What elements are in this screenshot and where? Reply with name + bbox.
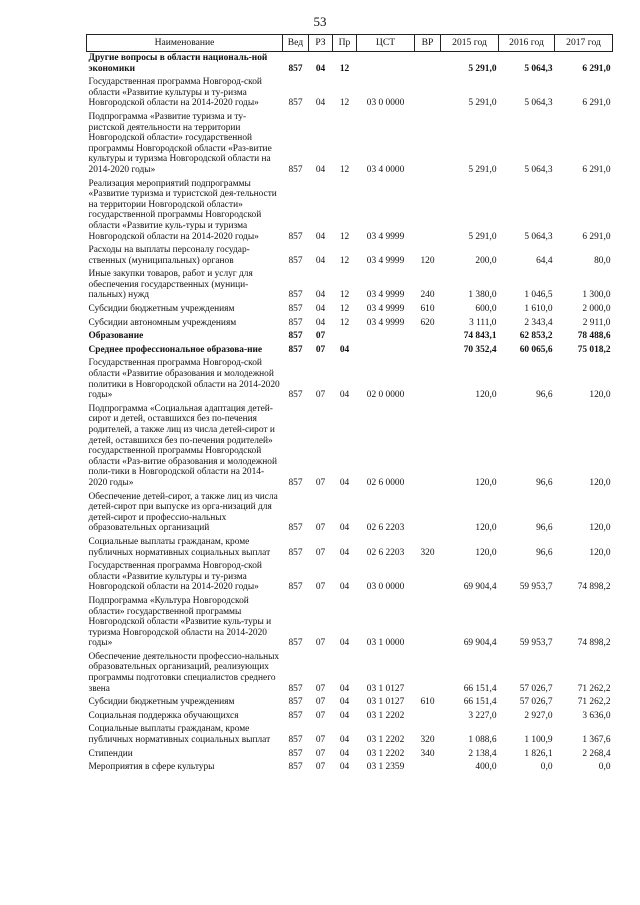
cell-y2017: 71 262,2 <box>577 683 611 694</box>
cell-cst: 03 4 9999 <box>366 255 405 266</box>
cell-name: Среднее профессиональное образова-ние <box>88 344 263 355</box>
cell-y2017: 0,0 <box>598 762 611 773</box>
cell-name: Субсидии бюджетным учреждениям <box>88 697 235 708</box>
cell-rz: 07 <box>315 390 326 401</box>
cell-rz: 07 <box>315 582 326 593</box>
cell-y2017: 2 268,4 <box>582 748 611 759</box>
cell-name: Подпрограмма «Развитие туризма и ту-ристской деятельности на территории Новгородской области» государственной программы Новгородской области «Раз-витие культуры и туризма Новгородской области на 2014-2020 годы» <box>88 111 272 175</box>
cell-vr: 120 <box>420 255 435 266</box>
cell-pr: 12 <box>339 304 350 315</box>
cell-y2017: 120,0 <box>589 523 611 534</box>
cell-y2016: 62 853,2 <box>519 331 553 342</box>
cell-y2015: 120,0 <box>475 477 497 488</box>
cell-pr: 04 <box>339 683 350 694</box>
cell-cst: 03 4 0000 <box>366 164 405 175</box>
cell-cst: 03 4 9999 <box>366 317 405 328</box>
cell-vr <box>415 76 441 111</box>
cell-y2015: 5 291,0 <box>468 231 497 242</box>
cell-rz: 07 <box>315 710 326 721</box>
header-2016: 2016 год <box>499 35 555 52</box>
table-row <box>87 52 613 77</box>
cell-rz: 07 <box>315 477 326 488</box>
cell-ved: 857 <box>288 304 303 315</box>
cell-pr: 12 <box>339 231 350 242</box>
cell-vr <box>415 357 441 402</box>
table-row <box>87 178 613 245</box>
cell-ved: 857 <box>288 523 303 534</box>
cell-name: Расходы на выплаты персоналу государ-ственных (муниципальных) органов <box>88 245 250 266</box>
cell-ved: 857 <box>288 638 303 649</box>
budget-table <box>86 34 613 775</box>
table-row <box>87 344 613 358</box>
cell-vr <box>415 595 441 651</box>
cell-rz: 04 <box>315 255 326 266</box>
cell-y2017: 120,0 <box>589 547 611 558</box>
cell-y2017: 78 488,6 <box>577 331 611 342</box>
cell-y2016: 5 064,3 <box>524 98 553 109</box>
cell-y2016: 2 343,4 <box>524 317 553 328</box>
cell-y2015: 2 138,4 <box>468 748 497 759</box>
cell-name: Мероприятия в сфере культуры <box>88 762 215 773</box>
cell-y2017: 75 018,2 <box>577 344 611 355</box>
cell-vr <box>415 330 441 344</box>
table-row <box>87 357 613 402</box>
table-row <box>87 491 613 536</box>
cell-y2017: 74 898,2 <box>577 582 611 593</box>
cell-y2015: 69 904,4 <box>463 638 497 649</box>
table-row <box>87 651 613 696</box>
cell-rz: 07 <box>315 638 326 649</box>
cell-ved: 857 <box>288 390 303 401</box>
cell-vr: 320 <box>420 547 435 558</box>
cell-rz: 04 <box>315 304 326 315</box>
cell-vr <box>415 344 441 358</box>
cell-pr: 04 <box>339 547 350 558</box>
cell-name: Иные закупки товаров, работ и услуг для обеспечения государственных (муници-пальных) нужд <box>88 269 253 301</box>
cell-y2016: 96,6 <box>536 523 553 534</box>
table-row <box>87 748 613 762</box>
cell-y2017: 3 636,0 <box>582 710 611 721</box>
cell-ved: 857 <box>288 683 303 694</box>
cell-cst <box>357 344 415 358</box>
cell-name: Государственная программа Новгород-ской области «Развитие образования и молодежной политики в Новгородской области на 2014-2020 годы» <box>88 358 280 401</box>
cell-pr: 12 <box>339 255 350 266</box>
cell-y2016: 57 026,7 <box>519 683 553 694</box>
cell-rz: 07 <box>315 735 326 746</box>
cell-vr <box>415 491 441 536</box>
cell-rz: 07 <box>315 344 326 355</box>
table-row <box>87 723 613 747</box>
cell-rz: 07 <box>315 762 326 773</box>
cell-y2015: 66 151,4 <box>463 683 497 694</box>
cell-name: Обеспечение детей-сирот, а также лиц из числа детей-сирот при выпуске из орга-низаций для детей-сирот и профессио-нальных образовательных организаций <box>88 491 278 534</box>
header-name: Наименование <box>87 35 283 52</box>
cell-y2017: 80,0 <box>594 255 611 266</box>
header-2017: 2017 год <box>555 35 613 52</box>
cell-cst <box>357 52 415 77</box>
table-row <box>87 244 613 268</box>
cell-y2016: 96,6 <box>536 477 553 488</box>
cell-cst: 03 1 0127 <box>366 697 405 708</box>
cell-y2017: 74 898,2 <box>577 638 611 649</box>
cell-name: Подпрограмма «Социальная адаптация детей-сирот и детей, оставшихся без по-печения родителей, а также лиц из числа детей-сирот и детей, оставшихся без по-печения родителей» государственной программы Новгородской области «Раз-витие образования и молодежной поли-тики в Новгородской области на 2014-2020 годы» <box>88 403 278 488</box>
header-rz: РЗ <box>309 35 333 52</box>
cell-cst: 03 4 9999 <box>366 304 405 315</box>
cell-name: Образование <box>88 331 144 342</box>
cell-y2016: 1 100,9 <box>524 735 553 746</box>
cell-vr: 610 <box>420 304 435 315</box>
cell-ved: 857 <box>288 317 303 328</box>
cell-ved: 857 <box>288 748 303 759</box>
cell-rz: 04 <box>315 164 326 175</box>
cell-name: Социальная поддержка обучающихся <box>88 710 239 721</box>
cell-y2015: 70 352,4 <box>463 344 497 355</box>
cell-y2016: 96,6 <box>536 390 553 401</box>
header-cst: ЦСТ <box>357 35 415 52</box>
cell-rz: 07 <box>315 697 326 708</box>
cell-vr: 340 <box>420 748 435 759</box>
cell-y2017: 6 291,0 <box>582 231 611 242</box>
header-pr: Пр <box>333 35 357 52</box>
cell-pr: 04 <box>339 710 350 721</box>
cell-ved: 857 <box>288 98 303 109</box>
cell-name: Социальные выплаты гражданам, кроме публичных нормативных социальных выплат <box>88 536 271 558</box>
cell-rz: 04 <box>315 98 326 109</box>
cell-vr <box>415 52 441 77</box>
cell-cst: 03 0 0000 <box>366 582 405 593</box>
cell-pr: 12 <box>339 98 350 109</box>
cell-cst: 03 4 9999 <box>366 231 405 242</box>
cell-pr: 04 <box>339 762 350 773</box>
cell-y2016: 64,4 <box>536 255 553 266</box>
cell-vr <box>415 560 441 595</box>
table-row <box>87 536 613 560</box>
cell-rz: 04 <box>315 290 326 301</box>
table-body <box>87 52 613 775</box>
table-row <box>87 595 613 651</box>
cell-cst: 03 1 0127 <box>366 683 405 694</box>
cell-y2015: 120,0 <box>475 523 497 534</box>
cell-name: Другие вопросы в области националь-ной экономики <box>87 52 283 77</box>
cell-y2016: 5 064,3 <box>499 52 555 77</box>
cell-y2015: 600,0 <box>475 304 497 315</box>
cell-pr: 12 <box>339 290 350 301</box>
cell-rz: 04 <box>309 52 333 77</box>
table-header-row <box>87 35 613 52</box>
cell-vr <box>415 178 441 245</box>
cell-ved: 857 <box>288 762 303 773</box>
cell-rz: 07 <box>315 523 326 534</box>
cell-vr: 620 <box>420 317 435 328</box>
cell-y2015: 66 151,4 <box>463 697 497 708</box>
header-vr: ВР <box>415 35 441 52</box>
cell-vr <box>415 111 441 178</box>
cell-ved: 857 <box>288 735 303 746</box>
cell-pr: 12 <box>339 317 350 328</box>
cell-pr: 12 <box>339 164 350 175</box>
cell-y2017: 1 300,0 <box>582 290 611 301</box>
cell-y2017: 2 000,0 <box>582 304 611 315</box>
cell-rz: 07 <box>315 547 326 558</box>
cell-cst: 03 1 2202 <box>366 735 405 746</box>
cell-name: Стипендии <box>88 748 133 759</box>
table-row <box>87 268 613 303</box>
cell-y2017: 6 291,0 <box>555 52 613 77</box>
table-row <box>87 761 613 775</box>
cell-name: Субсидии автономным учреждениям <box>88 317 237 328</box>
cell-ved: 857 <box>288 255 303 266</box>
cell-name: Реализация мероприятий подпрограммы «Развитие туризма и туристской дея-тельности на территории Новгородской области» государственной программы Новгородской области «Развитие куль-туры и туризма Новгородской области на 2014-2020 годы» <box>88 178 277 242</box>
cell-y2016: 59 953,7 <box>519 582 553 593</box>
table-row <box>87 303 613 317</box>
table-row <box>87 696 613 710</box>
cell-y2017: 71 262,2 <box>577 697 611 708</box>
cell-vr <box>415 710 441 724</box>
cell-y2016: 96,6 <box>536 547 553 558</box>
cell-name: Обеспечение деятельности профессио-нальных образовательных организаций, реализующих программы подготовки специалистов среднего звена <box>88 651 280 694</box>
cell-ved: 857 <box>283 52 309 77</box>
cell-name: Социальные выплаты гражданам, кроме публичных нормативных социальных выплат <box>88 724 271 746</box>
cell-cst <box>357 330 415 344</box>
cell-pr: 04 <box>339 390 350 401</box>
cell-vr: 320 <box>420 735 435 746</box>
cell-y2016: 5 064,3 <box>524 164 553 175</box>
cell-pr: 04 <box>339 344 350 355</box>
cell-cst: 03 1 2202 <box>366 710 405 721</box>
table-row <box>87 330 613 344</box>
cell-vr <box>415 651 441 696</box>
cell-pr: 04 <box>339 697 350 708</box>
cell-rz: 07 <box>315 748 326 759</box>
cell-ved: 857 <box>288 697 303 708</box>
cell-name: Субсидии бюджетным учреждениям <box>88 304 235 315</box>
cell-ved: 857 <box>288 164 303 175</box>
cell-y2016: 57 026,7 <box>519 697 553 708</box>
cell-y2016: 5 064,3 <box>524 231 553 242</box>
cell-y2016: 59 953,7 <box>519 638 553 649</box>
cell-y2015: 1 088,6 <box>468 735 497 746</box>
cell-pr: 04 <box>339 638 350 649</box>
cell-y2015: 200,0 <box>475 255 497 266</box>
table-row <box>87 111 613 178</box>
cell-y2017: 6 291,0 <box>582 98 611 109</box>
cell-y2016: 60 065,6 <box>519 344 553 355</box>
cell-vr <box>415 403 441 491</box>
cell-cst: 03 1 2202 <box>366 748 405 759</box>
cell-ved: 857 <box>288 290 303 301</box>
cell-y2016: 1 826,1 <box>524 748 553 759</box>
cell-cst: 03 1 0000 <box>366 638 405 649</box>
cell-y2015: 3 227,0 <box>468 710 497 721</box>
cell-y2015: 69 904,4 <box>463 582 497 593</box>
cell-rz: 04 <box>315 317 326 328</box>
cell-rz: 07 <box>315 683 326 694</box>
table-row <box>87 560 613 595</box>
cell-ved: 857 <box>288 344 303 355</box>
cell-y2015: 5 291,0 <box>441 52 499 77</box>
cell-pr: 04 <box>339 523 350 534</box>
cell-y2015: 5 291,0 <box>468 98 497 109</box>
cell-y2017: 120,0 <box>589 477 611 488</box>
cell-y2016: 0,0 <box>540 762 553 773</box>
cell-y2017: 6 291,0 <box>582 164 611 175</box>
cell-y2015: 120,0 <box>475 390 497 401</box>
cell-cst: 02 6 2203 <box>366 523 405 534</box>
cell-vr: 240 <box>420 290 435 301</box>
table-row <box>87 710 613 724</box>
table-row <box>87 317 613 331</box>
cell-vr <box>415 761 441 775</box>
cell-pr: 04 <box>339 477 350 488</box>
cell-cst: 02 6 2203 <box>366 547 405 558</box>
cell-pr: 04 <box>339 582 350 593</box>
cell-y2015: 3 111,0 <box>469 317 497 328</box>
cell-y2017: 2 911,0 <box>582 317 611 328</box>
page-number: 53 <box>313 14 327 29</box>
header-ved: Вед <box>283 35 309 52</box>
cell-vr: 610 <box>420 697 435 708</box>
cell-rz: 04 <box>315 231 326 242</box>
cell-ved: 857 <box>288 710 303 721</box>
cell-cst: 03 0 0000 <box>366 98 405 109</box>
cell-y2016: 1 610,0 <box>524 304 553 315</box>
cell-y2015: 400,0 <box>475 762 497 773</box>
cell-y2016: 1 046,5 <box>524 290 553 301</box>
cell-y2017: 1 367,6 <box>582 735 611 746</box>
table-row <box>87 403 613 491</box>
cell-name: Государственная программа Новгород-ской области «Развитие культуры и ту-ризма Новгородской области на 2014-2020 годы» <box>88 77 262 109</box>
cell-cst: 02 0 0000 <box>366 390 405 401</box>
cell-ved: 857 <box>288 231 303 242</box>
cell-y2015: 1 380,0 <box>468 290 497 301</box>
cell-pr: 04 <box>339 748 350 759</box>
cell-ved: 857 <box>288 331 303 342</box>
cell-y2016: 2 927,0 <box>524 710 553 721</box>
cell-pr <box>333 330 357 344</box>
cell-y2015: 120,0 <box>475 547 497 558</box>
cell-ved: 857 <box>288 477 303 488</box>
cell-cst: 03 4 9999 <box>366 290 405 301</box>
cell-rz: 07 <box>315 331 326 342</box>
cell-pr: 04 <box>339 735 350 746</box>
cell-name: Государственная программа Новгород-ской области «Развитие культуры и ту-ризма Новгородской области на 2014-2020 годы» <box>88 561 262 593</box>
cell-ved: 857 <box>288 547 303 558</box>
table-row <box>87 76 613 111</box>
cell-y2015: 74 843,1 <box>463 331 497 342</box>
cell-y2015: 5 291,0 <box>468 164 497 175</box>
cell-y2017: 120,0 <box>589 390 611 401</box>
cell-ved: 857 <box>288 582 303 593</box>
cell-pr: 12 <box>333 52 357 77</box>
cell-name: Подпрограмма «Культура Новгородской области» государственной программы Новгородской области «Развитие куль-туры и туризма Новгородской области на 2014-2020 годы» <box>88 595 272 649</box>
header-2015: 2015 год <box>441 35 499 52</box>
cell-cst: 03 1 2359 <box>366 762 405 773</box>
cell-cst: 02 6 0000 <box>366 477 405 488</box>
